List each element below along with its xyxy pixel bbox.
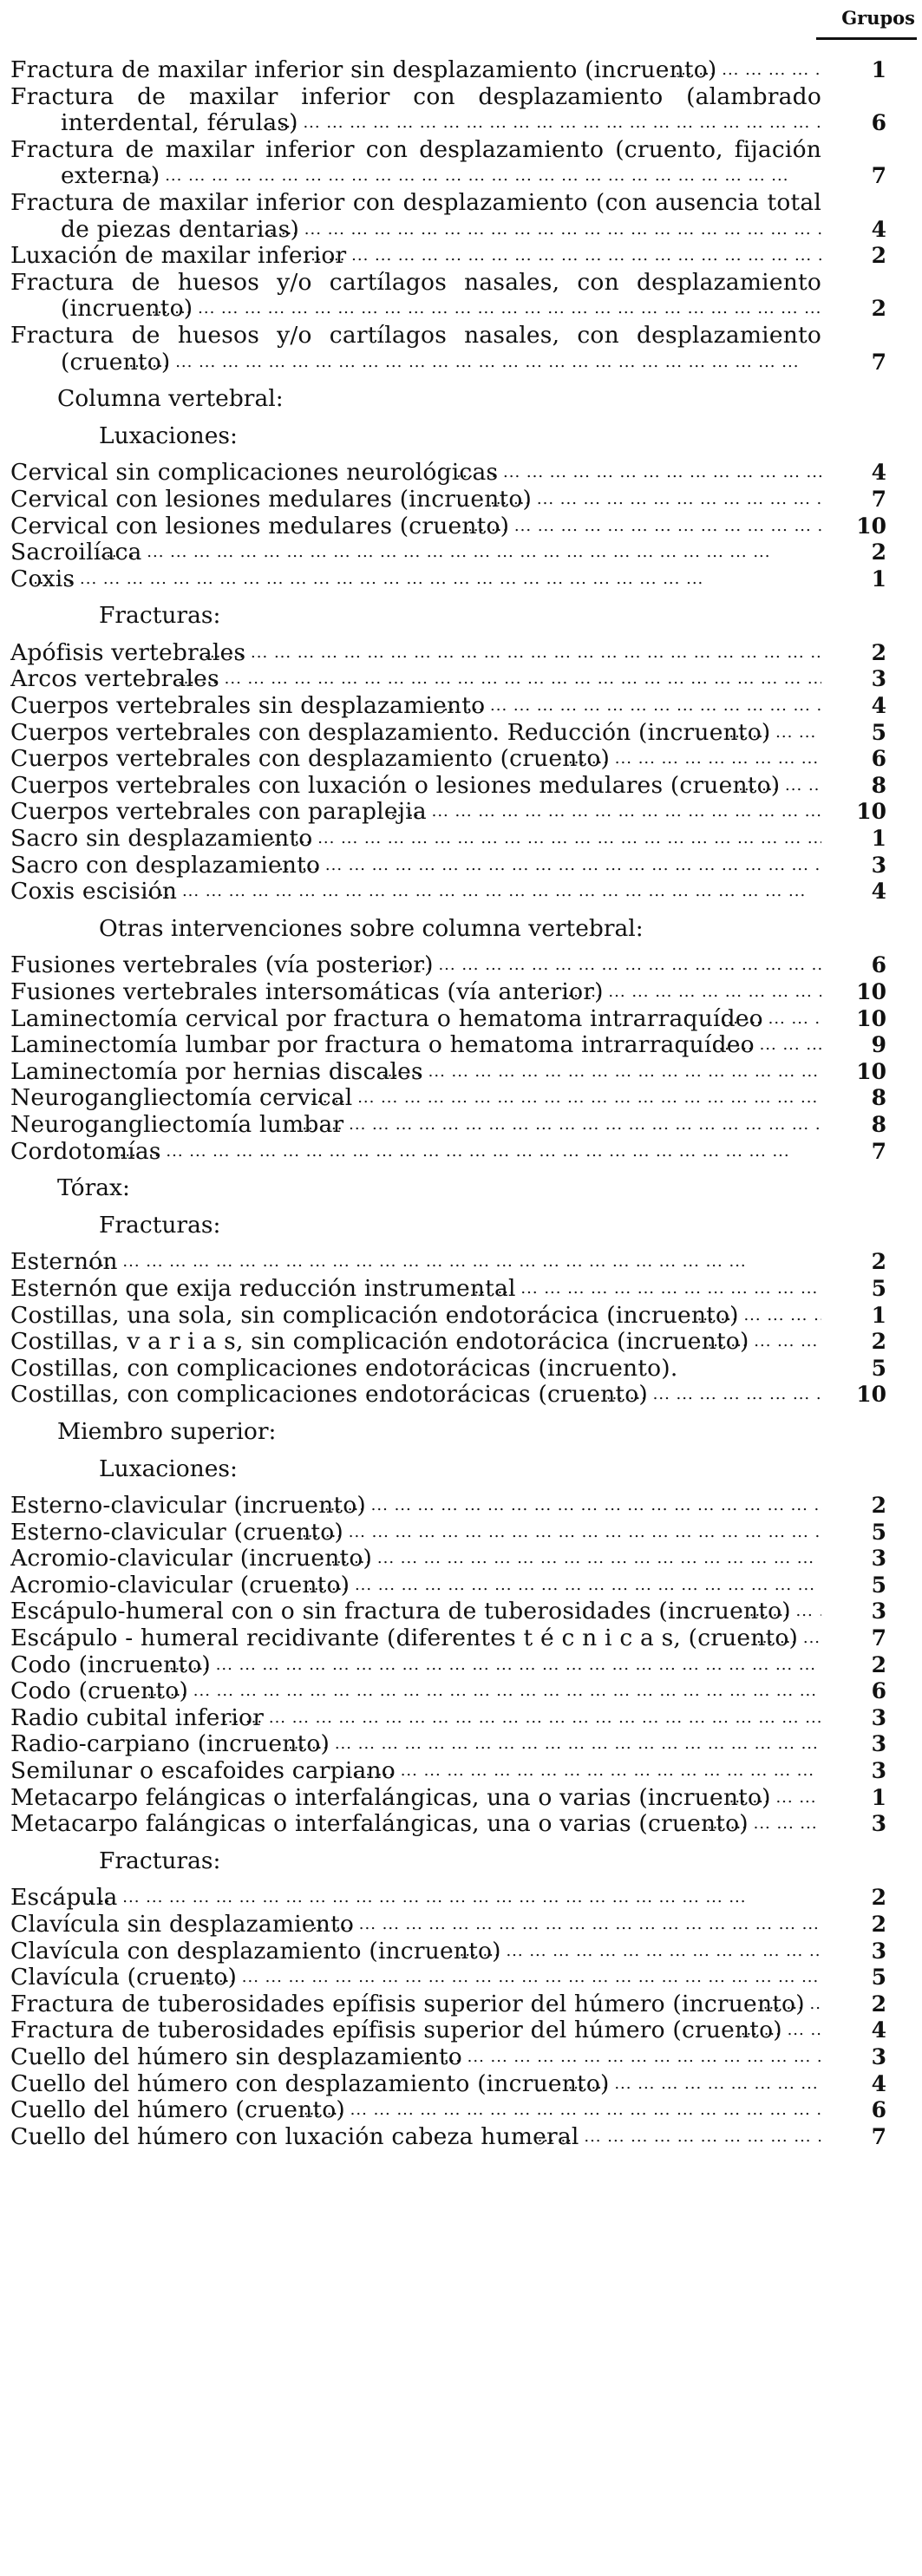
procedure-text: Fractura de maxilar inferior con desplazamiento (cruento, fijación externa) ... . <box>10 137 821 190</box>
procedure-entry <box>10 1493 886 1520</box>
group-number: 6 <box>871 746 886 772</box>
procedure-entry <box>10 952 886 979</box>
procedure-entry <box>10 773 886 800</box>
procedure-entry <box>10 270 886 323</box>
procedure-text: Laminectomía por hernias discales ... . <box>10 1059 423 1085</box>
group-number: 3 <box>871 1731 886 1757</box>
procedure-entry <box>10 137 886 190</box>
group-number: 3 <box>871 852 886 878</box>
group-number: 8 <box>871 1111 886 1137</box>
procedure-entry <box>10 879 886 906</box>
procedure-text: Coxis escisión ... . <box>10 879 177 905</box>
procedure-text: Neurogangliectomía lumbar ... . <box>10 1112 343 1138</box>
procedure-text: Cuerpos vertebrales con desplazamiento (cruento) ... . <box>10 746 610 772</box>
group-number: 1 <box>871 1784 886 1810</box>
procedure-entry <box>10 1085 886 1112</box>
group-number: 2 <box>871 639 886 665</box>
group-number: 3 <box>871 1811 886 1837</box>
procedure-description <box>10 952 821 979</box>
procedure-text: Escápula ... . <box>10 1885 118 1911</box>
group-number: 10 <box>856 979 886 1004</box>
subsection-heading: Luxaciones: <box>99 1455 238 1482</box>
procedure-description <box>10 270 821 323</box>
procedure-text: Laminectomía cervical por fractura o hematoma intrarraquídeo ... . <box>10 1006 763 1032</box>
procedure-text: Fractura de maxilar inferior con desplazamiento (con ausencia total de piezas dentarias) ... . <box>10 190 821 243</box>
procedure-description <box>10 1731 821 1758</box>
procedure-text: Esterno-clavicular (incruento) ... . <box>10 1493 366 1519</box>
procedure-text: Neurogangliectomía cervical ... . <box>10 1085 352 1111</box>
procedure-description <box>10 1356 821 1383</box>
procedure-entry <box>10 539 886 566</box>
procedure-text: Apófisis vertebrales ... . <box>10 640 245 666</box>
procedure-text: Cervical sin complicaciones neurológicas ... . <box>10 460 498 486</box>
procedure-description <box>10 190 821 243</box>
procedure-text: Metacarpo falángicas o interfalángicas, una o varias (cruento) ... . <box>10 1811 749 1837</box>
procedure-text: Cuerpos vertebrales con paraplejia ... . <box>10 799 427 825</box>
procedure-text: Cuerpos vertebrales sin desplazamiento ... . <box>10 693 485 719</box>
procedure-text: Laminectomía lumbar por fractura o hematoma intrarraquídeo ... . <box>10 1032 755 1058</box>
procedure-description <box>10 1032 821 1059</box>
procedure-description <box>10 1912 821 1939</box>
procedure-entry <box>10 1678 886 1705</box>
group-number: 2 <box>871 539 886 566</box>
group-number: 3 <box>871 2043 886 2069</box>
procedure-text: Esterno-clavicular (cruento) ... . <box>10 1520 343 1546</box>
groups-column-label: Grupos <box>841 7 915 29</box>
procedure-entry <box>10 693 886 720</box>
procedure-description <box>10 2044 821 2071</box>
group-number: 4 <box>871 460 886 486</box>
subsection-heading: Fracturas: <box>99 1211 221 1239</box>
procedure-text: Cuello del húmero (cruento) ... . <box>10 2097 345 2123</box>
procedure-text: Coxis ... . <box>10 566 75 592</box>
procedure-description <box>10 323 821 376</box>
procedure-description <box>10 1758 821 1785</box>
procedure-description <box>10 1520 821 1546</box>
procedure-entry <box>10 1006 886 1033</box>
group-number: 1 <box>871 826 886 852</box>
procedure-text: Escápulo - humeral recidivante (diferentes t é c n i c a s, (cruento) ... . <box>10 1625 798 1651</box>
procedure-text: Cuerpos vertebrales con luxación o lesiones medulares (cruento) ... . <box>10 773 780 799</box>
procedure-text: Fractura de maxilar inferior sin desplazamiento (incruento) ... . <box>10 57 716 83</box>
subsection-heading: Luxaciones: <box>99 422 238 449</box>
group-number: 7 <box>871 1625 886 1651</box>
procedure-description <box>10 1059 821 1086</box>
procedure-entry <box>10 1599 886 1625</box>
procedure-entry <box>10 460 886 487</box>
procedure-entry <box>10 1546 886 1572</box>
procedure-description <box>10 566 821 593</box>
procedure-description <box>10 2097 821 2124</box>
procedure-description <box>10 1303 821 1330</box>
group-number: 10 <box>856 513 886 539</box>
section-heading: Miembro superior: <box>57 1417 277 1445</box>
procedure-entry <box>10 57 886 84</box>
procedure-description <box>10 720 821 747</box>
procedure-entry <box>10 1811 886 1838</box>
procedure-text: Metacarpo felángicas o interfalángicas, una o varias (incruento) ... . <box>10 1785 771 1811</box>
procedure-description <box>10 57 821 84</box>
group-number: 7 <box>871 486 886 512</box>
procedure-text: Fractura de maxilar inferior con desplazamiento (alambrado interdental, férulas) ... . <box>10 84 821 137</box>
procedure-entry <box>10 1758 886 1785</box>
group-number: 2 <box>871 1493 886 1519</box>
procedure-entry <box>10 1572 886 1599</box>
procedure-text: Codo (incruento) ... . <box>10 1652 211 1678</box>
group-number: 5 <box>871 1572 886 1598</box>
procedure-text: Acromio-clavicular (cruento) ... . <box>10 1572 350 1599</box>
group-number: 1 <box>871 1302 886 1328</box>
procedure-description <box>10 1572 821 1599</box>
procedure-description <box>10 1939 821 1965</box>
group-number: 2 <box>871 243 886 269</box>
procedure-entry <box>10 1965 886 1991</box>
group-number: 3 <box>871 1599 886 1625</box>
procedure-text: Cervical con lesiones medulares (incruento) ... . <box>10 487 532 513</box>
procedure-entry <box>10 1356 886 1383</box>
group-number: 3 <box>871 1704 886 1730</box>
procedure-entry <box>10 1382 886 1409</box>
procedure-description <box>10 1885 821 1912</box>
procedure-entry <box>10 746 886 773</box>
group-number: 10 <box>856 799 886 825</box>
groups-column-header <box>816 7 917 40</box>
procedure-entry <box>10 1939 886 1965</box>
procedure-entry <box>10 666 886 693</box>
group-number: 5 <box>871 1275 886 1301</box>
procedure-description <box>10 979 821 1006</box>
procedure-description <box>10 1599 821 1625</box>
procedure-description <box>10 693 821 720</box>
procedure-description <box>10 513 821 540</box>
group-number: 10 <box>856 1058 886 1084</box>
procedure-description <box>10 666 821 693</box>
procedure-description <box>10 1991 821 2018</box>
procedure-text: Cuello del húmero sin desplazamiento ... . <box>10 2044 462 2070</box>
procedure-entry <box>10 1652 886 1679</box>
procedure-text: Codo (cruento) ... . <box>10 1678 188 1704</box>
procedure-description <box>10 746 821 773</box>
procedure-entry <box>10 1912 886 1939</box>
procedure-text: Semilunar o escafoides carpiano ... . <box>10 1758 396 1784</box>
procedure-description <box>10 2124 821 2151</box>
procedure-text: Cuello del húmero con desplazamiento (incruento) ... . <box>10 2071 610 2097</box>
procedure-entry <box>10 853 886 879</box>
procedure-text: Cuello del húmero con luxación cabeza humeral ... . <box>10 2124 579 2150</box>
procedure-entry <box>10 1276 886 1303</box>
subsection-heading: Fracturas: <box>99 1847 221 1874</box>
procedure-description <box>10 1006 821 1033</box>
procedure-entry <box>10 190 886 243</box>
procedure-description <box>10 539 821 566</box>
procedure-text: Radio-carpiano (incruento) ... . <box>10 1731 330 1757</box>
procedure-text: Escápulo-humeral con o sin fractura de tuberosidades (incruento) ... . <box>10 1599 791 1625</box>
procedure-text: Fusiones vertebrales (vía posterior) ... . <box>10 952 434 978</box>
group-number: 2 <box>871 1885 886 1911</box>
procedure-text: Sacro con desplazamiento ... . <box>10 853 320 879</box>
procedure-description <box>10 1625 821 1652</box>
procedure-text: Costillas, con complicaciones endotorácicas (cruento) ... . <box>10 1382 648 1408</box>
group-number: 3 <box>871 666 886 692</box>
group-number: 3 <box>871 1938 886 1964</box>
procedure-description <box>10 1546 821 1572</box>
procedure-entry <box>10 1520 886 1546</box>
procedure-entry <box>10 1625 886 1652</box>
group-number: 7 <box>871 2123 886 2149</box>
procedure-description <box>10 460 821 487</box>
procedure-description <box>10 826 821 853</box>
procedure-description <box>10 243 821 270</box>
group-number: 5 <box>871 1519 886 1545</box>
procedure-entry <box>10 2071 886 2098</box>
procedure-entry <box>10 1112 886 1139</box>
procedure-entry <box>10 2124 886 2151</box>
procedure-entry <box>10 1991 886 2018</box>
procedure-description <box>10 773 821 800</box>
group-number: 6 <box>871 110 886 136</box>
procedure-entry <box>10 1303 886 1330</box>
procedure-entry <box>10 566 886 593</box>
group-number: 5 <box>871 719 886 745</box>
procedure-entry <box>10 1249 886 1276</box>
procedure-text: Costillas, una sola, sin complicación endotorácica (incruento) ... . <box>10 1303 739 1329</box>
group-number: 1 <box>871 57 886 82</box>
procedure-text: Costillas, v a r i a s, sin complicación endotorácica (incruento) ... . <box>10 1329 749 1355</box>
procedure-text: Sacroilíaca ... . <box>10 539 141 566</box>
procedure-description <box>10 2017 821 2044</box>
group-number: 5 <box>871 1355 886 1381</box>
procedure-entry <box>10 640 886 667</box>
procedure-entry <box>10 979 886 1006</box>
group-number: 4 <box>871 693 886 719</box>
procedure-entry <box>10 243 886 270</box>
group-number: 4 <box>871 216 886 242</box>
procedure-description <box>10 799 821 826</box>
procedure-entry <box>10 1059 886 1086</box>
procedure-description <box>10 1785 821 1812</box>
procedure-entry <box>10 1329 886 1356</box>
group-number: 9 <box>871 1032 886 1058</box>
procedure-entry <box>10 1785 886 1812</box>
group-number: 7 <box>871 1138 886 1164</box>
subsection-heading: Otras intervenciones sobre columna vertebral: <box>99 914 644 942</box>
procedure-description <box>10 1249 821 1276</box>
procedure-entry <box>10 1705 886 1732</box>
procedure-text: Arcos vertebrales ... . <box>10 666 219 692</box>
procedure-text: Luxación de maxilar inferior ... . <box>10 243 346 269</box>
subsection-heading: Fracturas: <box>99 602 221 630</box>
procedure-text: Fractura de huesos y/o cartílagos nasales, con desplazamiento (incruento) ... . <box>10 270 821 323</box>
section-heading: Columna vertebral: <box>57 385 284 413</box>
group-number: 2 <box>871 1329 886 1355</box>
procedure-text: Fractura de tuberosidades epífisis superior del húmero (cruento) ... . <box>10 2017 782 2043</box>
procedure-entry <box>10 513 886 540</box>
procedure-text: Clavícula (cruento) ... . <box>10 1965 237 1991</box>
group-number: 6 <box>871 1678 886 1704</box>
group-number: 2 <box>871 296 886 322</box>
procedure-description <box>10 1085 821 1112</box>
procedure-entry <box>10 1032 886 1059</box>
group-number: 8 <box>871 772 886 798</box>
procedure-text: Esternón ... . <box>10 1249 118 1275</box>
group-number: 10 <box>856 1382 886 1408</box>
group-number: 4 <box>871 2017 886 2043</box>
procedure-text: Sacro sin desplazamiento ... . <box>10 826 312 852</box>
procedure-entry <box>10 84 886 137</box>
procedure-text: Clavícula con desplazamiento (incruento) ... . <box>10 1939 501 1965</box>
procedure-description <box>10 879 821 906</box>
procedure-entry <box>10 826 886 853</box>
section-heading: Tórax: <box>57 1174 130 1202</box>
procedure-description <box>10 2071 821 2098</box>
procedure-description <box>10 1811 821 1838</box>
procedure-description <box>10 1678 821 1705</box>
group-number: 1 <box>871 566 886 592</box>
procedure-text: Fractura de tuberosidades epífisis superior del húmero (incruento) ... . <box>10 1991 805 2017</box>
procedure-entry <box>10 799 886 826</box>
group-number: 8 <box>871 1085 886 1111</box>
procedure-text: Radio cubital inferior ... . <box>10 1705 264 1731</box>
group-number: 7 <box>871 163 886 189</box>
group-number: 2 <box>871 1249 886 1275</box>
procedure-description <box>10 1652 821 1679</box>
group-number: 4 <box>871 879 886 905</box>
procedure-entry <box>10 1139 886 1166</box>
group-number: 3 <box>871 1758 886 1784</box>
procedure-description <box>10 853 821 879</box>
header-rule-divider <box>816 37 917 40</box>
procedure-description <box>10 1112 821 1139</box>
procedure-text: Acromio-clavicular (incruento) ... . <box>10 1546 372 1572</box>
procedure-description <box>10 1382 821 1409</box>
group-number: 2 <box>871 1912 886 1937</box>
procedure-description <box>10 84 821 137</box>
group-number: 2 <box>871 1991 886 2017</box>
procedure-description <box>10 1139 821 1166</box>
procedure-text: Clavícula sin desplazamiento ... . <box>10 1912 354 1938</box>
procedure-description <box>10 1493 821 1520</box>
group-number: 10 <box>856 1005 886 1031</box>
procedure-text: Cervical con lesiones medulares (cruento) ... . <box>10 513 509 539</box>
procedure-description <box>10 487 821 513</box>
group-number: 6 <box>871 952 886 978</box>
procedure-description <box>10 1329 821 1356</box>
procedure-entry <box>10 2017 886 2044</box>
procedure-entry <box>10 1731 886 1758</box>
procedure-text: Costillas, con complicaciones endotorácicas (incruento). <box>10 1355 678 1382</box>
procedure-entry <box>10 2097 886 2124</box>
procedure-text: Cuerpos vertebrales con desplazamiento. Reducción (incruento) ... . <box>10 720 770 746</box>
procedure-list <box>10 57 886 2150</box>
procedure-description <box>10 1705 821 1732</box>
group-number: 6 <box>871 2097 886 2123</box>
group-number: 4 <box>871 2070 886 2096</box>
procedure-text: Fractura de huesos y/o cartílagos nasales, con desplazamiento (cruento) ... . <box>10 323 821 376</box>
procedure-entry <box>10 2044 886 2071</box>
procedure-entry <box>10 1885 886 1912</box>
procedure-text: Fusiones vertebrales intersomáticas (vía anterior) ... . <box>10 979 604 1005</box>
group-number: 5 <box>871 1965 886 1991</box>
procedure-text: Esternón que exija reducción instrumental ... . <box>10 1276 516 1302</box>
group-number: 2 <box>871 1651 886 1677</box>
procedure-entry <box>10 720 886 747</box>
procedure-description <box>10 1965 821 1991</box>
procedure-entry <box>10 323 886 376</box>
procedure-entry <box>10 487 886 513</box>
procedure-description <box>10 640 821 667</box>
group-number: 3 <box>871 1546 886 1572</box>
procedure-text: Cordotomías ... . <box>10 1139 161 1165</box>
procedure-description <box>10 137 821 190</box>
group-number: 7 <box>871 349 886 375</box>
procedure-description <box>10 1276 821 1303</box>
